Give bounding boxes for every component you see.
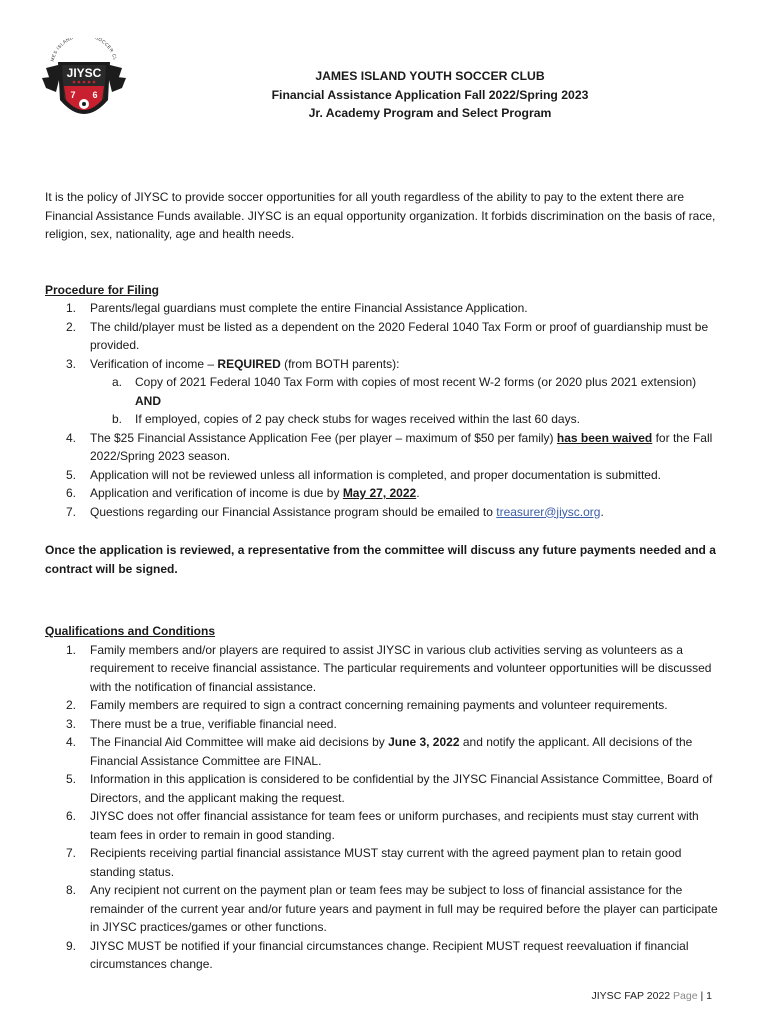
svg-text:7: 7 [70,90,76,100]
list-item: 5. Application will not be reviewed unless all information is completed, and proper documentation is submitted. [66,467,661,482]
list-item: 5. Information in this application is considered to be confidential by the JIYSC Financial Assistance Committee, Board of Directors, and the applicant making the request. [66,772,713,805]
list-item: 6. JIYSC does not offer financial assistance for team fees or uniform purchases, and recipients must stay current with team fees in order to remain in good standing. [66,809,699,842]
list-item: 2. Family members are required to sign a contract concerning remaining payments and volunteer requirements. [66,698,668,712]
income-sublist [90,373,725,429]
footer-doc-id: JIYSC FAP 2022 [591,990,671,1002]
list-item: a. Copy of 2021 Federal 1040 Tax Form with copies of most recent W-2 forms (or 2020 plus 2021 extension) AND [112,375,697,408]
eagle-crest-icon [40,38,128,130]
footer-separator: | [700,990,704,1002]
list-item: b. If employed, copies of 2 pay check stubs for wages received within the last 60 days. [112,412,580,426]
document-body [45,188,725,974]
list-item: 3. Verification of income – REQUIRED (from BOTH parents): a. Copy of 2021 Federal 1040 Tax Form with copies of most recent W-2 forms (or 2020 plus 2021 extension) AND b. If employed, copies of 2 pay check stubs for wages received within the last 60 days. [45,355,725,429]
list-item: 1. Family members and/or players are required to assist JIYSC in various club activities serving as volunteers as a requirement to receive financial assistance. The particular requirements and volunteer opportunities will be discussed with the notification of financial assistance. [66,642,712,694]
club-logo [40,38,128,130]
svg-text:JIYSC: JIYSC [66,66,102,80]
policy-paragraph: It is the policy of JIYSC to provide soccer opportunities for all youth regardless of the ability to pay to the extent there are Financial Assistance Funds available. JIYSC is an equal opportunity organization. It forbids discrimination on the basis of race, religion, sex, nationality, age and health needs. [45,190,716,241]
svg-text:6: 6 [92,90,98,100]
list-item: 7. Recipients receiving partial financial assistance MUST stay current with the agreed payment plan to retain good standing status. [66,846,682,879]
list-item: 4. The $25 Financial Assistance Application Fee (per player – maximum of $50 per family) has been waived for the Fall 2022/Spring 2023 season. [66,430,713,463]
footer-page-number: 1 [706,990,712,1002]
review-notice: Once the application is reviewed, a representative from the committee will discuss any future payments needed and a contract will be signed. [45,543,716,576]
application-title: Financial Assistance Application Fall 2022/Spring 2023 [271,87,589,102]
list-item: 1. Parents/legal guardians must complete the entire Financial Assistance Application. [66,301,528,315]
procedure-list [45,299,725,521]
qualifications-list [45,641,725,974]
procedure-heading: Procedure for Filing [45,282,160,297]
svg-text:JAMES ISLAND YOUTH SOCCER CLUB: MES ISLAN OCCER CL [49,38,119,62]
program-title: Jr. Academy Program and Select Program [308,106,552,120]
list-item: 4. The Financial Aid Committee will make aid decisions by June 3, 2022 and notify the applicant. All decisions of the Financial Assistance Committee are FINAL. [66,735,693,768]
list-item: 9. JIYSC MUST be notified if your financial circumstances change. Recipient MUST request reevaluation if financial circumstances change. [66,938,689,971]
qualifications-heading: Qualifications and Conditions [45,624,216,638]
page-footer [592,990,712,1002]
list-item: 8. Any recipient not current on the payment plan or team fees may be subject to loss of financial assistance for the remainder of the current year and/or future years and payment in full may be required before the player can participate in JIYSC practices/games or other functions. [66,883,718,934]
treasurer-email-link[interactable]: treasurer@jiysc.org [496,504,601,519]
list-item: 2. The child/player must be listed as a dependent on the 2020 Federal 1040 Tax Form or proof of guardianship must be provided. [66,319,709,352]
list-item: 6. Application and verification of income is due by May 27, 2022. [66,486,420,500]
footer-page-label: Page [673,990,698,1002]
list-item: 7. Questions regarding our Financial Assistance program should be emailed to treasurer@jiysc.org. [66,504,604,519]
club-name: JAMES ISLAND YOUTH SOCCER CLUB [315,69,545,83]
document-header [150,67,710,123]
list-item: 3. There must be a true, verifiable financial need. [66,716,337,731]
